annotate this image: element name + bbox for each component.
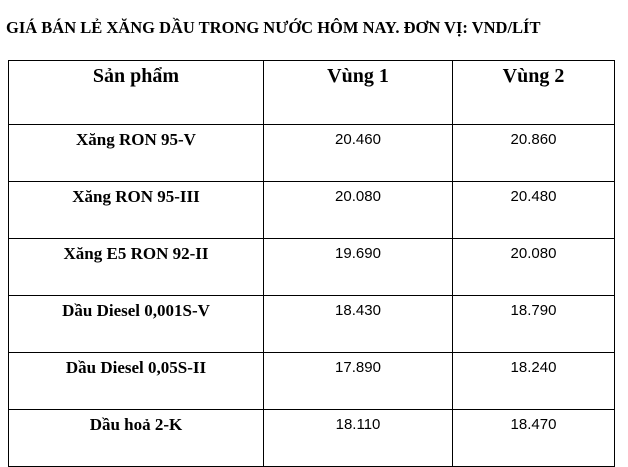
table-row [9, 296, 615, 353]
table-row [9, 410, 615, 467]
page-title: GIÁ BÁN LẺ XĂNG DẦU TRONG NƯỚC HÔM NAY. ĐƠN VỊ: VND/LÍT [6, 18, 541, 37]
product-name: Dầu Diesel 0,001S-V [9, 296, 264, 353]
zone-2-price: 20.080 [453, 239, 615, 296]
header-zone-1: Vùng 1 [264, 61, 453, 125]
table-header-row [9, 61, 615, 125]
zone-1-price: 19.690 [264, 239, 453, 296]
product-name: Dầu hoả 2-K [9, 410, 264, 467]
zone-1-price: 17.890 [264, 353, 453, 410]
product-name: Xăng RON 95-III [9, 182, 264, 239]
table-row [9, 239, 615, 296]
zone-2-price: 18.470 [453, 410, 615, 467]
zone-2-price: 20.480 [453, 182, 615, 239]
zone-2-price: 18.790 [453, 296, 615, 353]
product-name: Xăng RON 95-V [9, 125, 264, 182]
header-zone-2: Vùng 2 [453, 61, 615, 125]
zone-2-price: 18.240 [453, 353, 615, 410]
zone-1-price: 18.430 [264, 296, 453, 353]
zone-1-price: 20.460 [264, 125, 453, 182]
fuel-price-table [8, 60, 615, 467]
product-name: Dầu Diesel 0,05S-II [9, 353, 264, 410]
zone-1-price: 18.110 [264, 410, 453, 467]
product-name: Xăng E5 RON 92-II [9, 239, 264, 296]
table-row [9, 182, 615, 239]
zone-1-price: 20.080 [264, 182, 453, 239]
zone-2-price: 20.860 [453, 125, 615, 182]
table-row [9, 353, 615, 410]
header-product: Sản phẩm [9, 61, 264, 125]
table-row [9, 125, 615, 182]
